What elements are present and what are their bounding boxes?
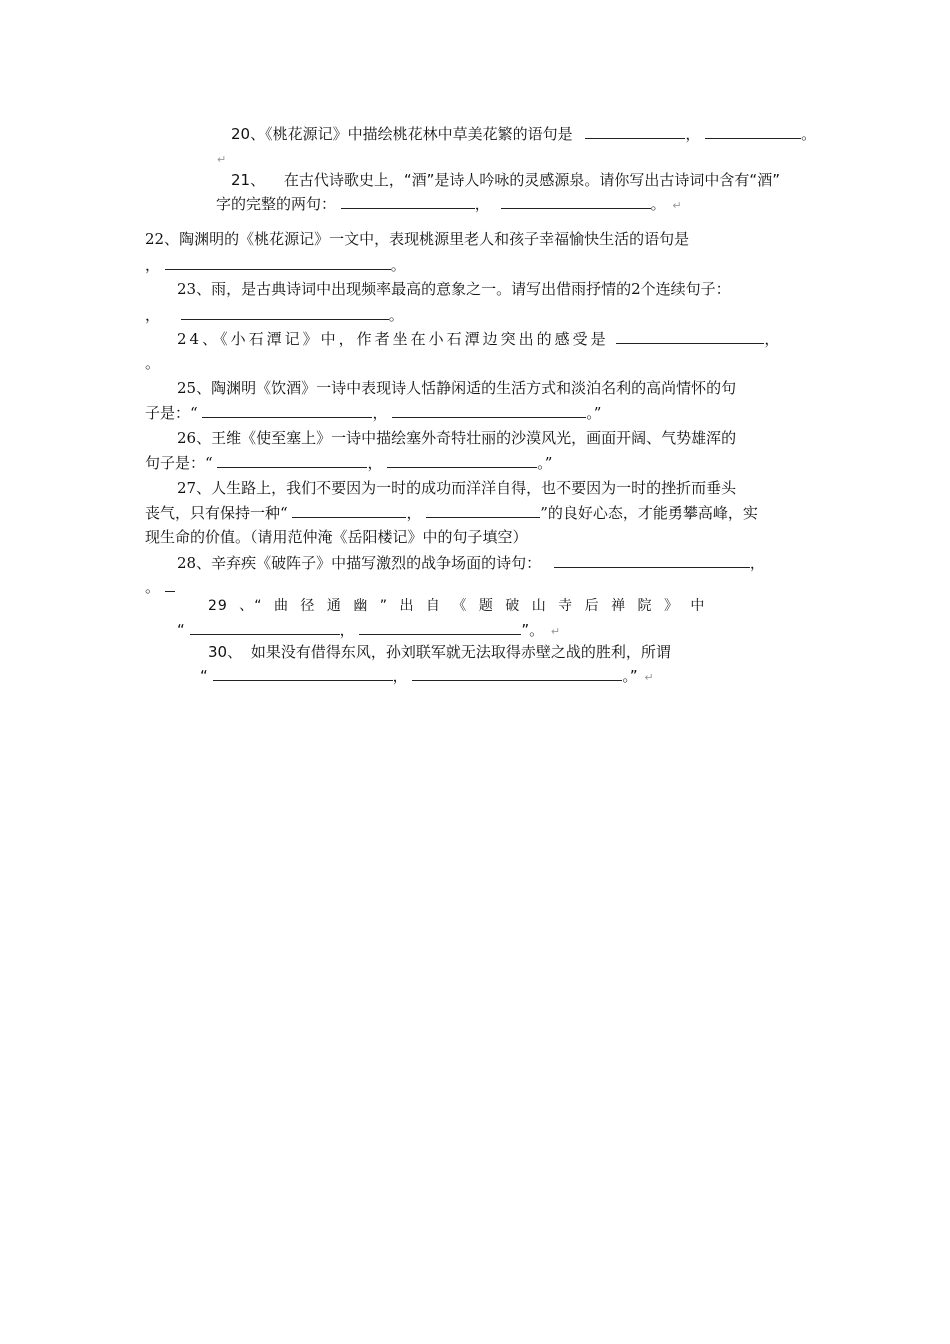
answer-blank[interactable] — [292, 503, 406, 518]
question-21-line2 — [216, 194, 682, 216]
question-29 — [208, 596, 705, 616]
question-26-text: 26、王维《使至塞上》一诗中描绘塞外奇特壮丽的沙漠风光，画面开阔、气势雄浑的 — [177, 429, 737, 447]
punctuation: 。 — [388, 306, 404, 324]
answer-blank[interactable] — [190, 620, 340, 635]
punctuation: ， — [372, 404, 388, 422]
answer-blank[interactable] — [705, 124, 801, 139]
answer-blank[interactable] — [426, 503, 540, 518]
question-30-line2 — [200, 666, 654, 688]
punctuation: ”。 — [521, 621, 545, 639]
answer-blank[interactable] — [217, 453, 367, 468]
question-26-text2: 句子是：“ — [145, 454, 213, 472]
answer-blank[interactable] — [501, 194, 651, 209]
question-27-text2a: 丧气，只有保持一种“ — [145, 504, 288, 522]
punctuation: 。” — [537, 454, 553, 472]
question-23 — [177, 279, 731, 299]
punctuation: ， — [145, 306, 161, 324]
question-26-line2 — [145, 453, 552, 473]
question-22 — [145, 229, 689, 249]
question-27-line3 — [145, 527, 528, 547]
question-25-text: 25、陶渊明《饮酒》一诗中表现诗人恬静闲适的生活方式和淡泊名利的高尚情怀的句 — [177, 379, 737, 397]
question-24-text: 24、《小石潭记》中，作者坐在小石潭边突出的感受是 — [177, 330, 609, 348]
punctuation: 。 — [145, 354, 161, 372]
question-23-text: 23、雨，是古典诗词中出现频率最高的意象之一。请写出借雨抒情的2个连续句子： — [177, 280, 731, 298]
question-26 — [177, 428, 736, 448]
punctuation: “ — [200, 667, 208, 685]
question-27-text: 27、人生路上，我们不要因为一时的成功而洋洋自得，也不要因为一时的挫折而垂头 — [177, 479, 737, 497]
question-27-text2b: ”的良好心态，才能勇攀高峰，实 — [540, 504, 758, 522]
paragraph-mark: ↵ — [550, 625, 561, 638]
punctuation: ， — [685, 125, 701, 143]
punctuation: ， — [474, 195, 490, 213]
paragraph-mark: ↵ — [644, 671, 654, 684]
question-24 — [177, 329, 782, 349]
answer-blank[interactable] — [387, 453, 537, 468]
answer-blank[interactable] — [616, 329, 764, 344]
question-23-line2 — [145, 305, 404, 325]
question-20 — [231, 124, 816, 144]
question-20-text: 20、《桃花源记》中描绘桃花林中草美花繁的语句是 — [231, 125, 573, 143]
punctuation: ， — [764, 330, 783, 348]
answer-blank[interactable] — [181, 305, 389, 320]
answer-blank[interactable] — [359, 620, 521, 635]
question-29-text: 29 、“ 曲 径 通 幽 ” 出 自 《 题 破 山 寺 后 禅 院 》 中 — [208, 598, 706, 614]
question-27-line2 — [145, 503, 758, 523]
answer-blank[interactable] — [392, 403, 586, 418]
punctuation: ， — [367, 454, 383, 472]
question-27-text3: 现生命的价值。（请用范仲淹《岳阳楼记》中的句子填空） — [145, 528, 528, 546]
question-30-text: 30、 如果没有借得东风，孙刘联军就无法取得赤壁之战的胜利，所谓 — [208, 643, 671, 661]
answer-blank[interactable] — [412, 666, 622, 681]
answer-blank[interactable] — [165, 255, 391, 270]
answer-blank[interactable] — [585, 124, 685, 139]
question-28-line2 — [145, 577, 175, 597]
punctuation: 。 — [390, 256, 406, 274]
punctuation: ， — [339, 621, 355, 639]
punctuation: “ — [177, 621, 185, 639]
question-29-line2 — [177, 620, 560, 642]
question-25 — [177, 378, 736, 398]
answer-blank[interactable] — [202, 403, 372, 418]
question-25-text2: 子是：“ — [145, 404, 198, 422]
question-28 — [177, 553, 765, 573]
question-21-text: 在古代诗歌史上，“酒”是诗人吟咏的灵感源泉。请你写出古诗词中含有“酒” — [283, 171, 780, 189]
punctuation: ， — [749, 554, 765, 572]
answer-blank[interactable] — [165, 577, 175, 592]
question-21-text2: 字的完整的两句： — [216, 195, 337, 213]
question-21-number: 21、 — [231, 171, 266, 189]
answer-blank[interactable] — [554, 553, 750, 568]
paragraph-mark: ↵ — [672, 199, 682, 212]
punctuation: 。 — [145, 578, 161, 596]
answer-blank[interactable] — [341, 194, 475, 209]
punctuation: 。 — [650, 195, 666, 213]
punctuation: 。” — [586, 404, 602, 422]
answer-blank[interactable] — [213, 666, 393, 681]
punctuation: 。” — [622, 667, 638, 685]
question-24-line2 — [145, 353, 160, 373]
question-30 — [208, 642, 671, 662]
punctuation: ， — [145, 256, 161, 274]
punctuation: 。 — [801, 125, 817, 143]
question-21 — [231, 170, 780, 190]
question-22-text: 22、陶渊明的《桃花源记》一文中，表现桃源里老人和孩子幸福愉快生活的语句是 — [145, 230, 690, 248]
question-25-line2 — [145, 403, 601, 423]
paragraph-mark: ↵ — [217, 153, 227, 166]
question-22-line2 — [145, 255, 406, 275]
punctuation: ， — [406, 504, 422, 522]
question-28-text: 28、辛弃疾《破阵子》中描写激烈的战争场面的诗句： — [177, 554, 542, 572]
question-27 — [177, 478, 736, 498]
punctuation: ， — [392, 667, 408, 685]
